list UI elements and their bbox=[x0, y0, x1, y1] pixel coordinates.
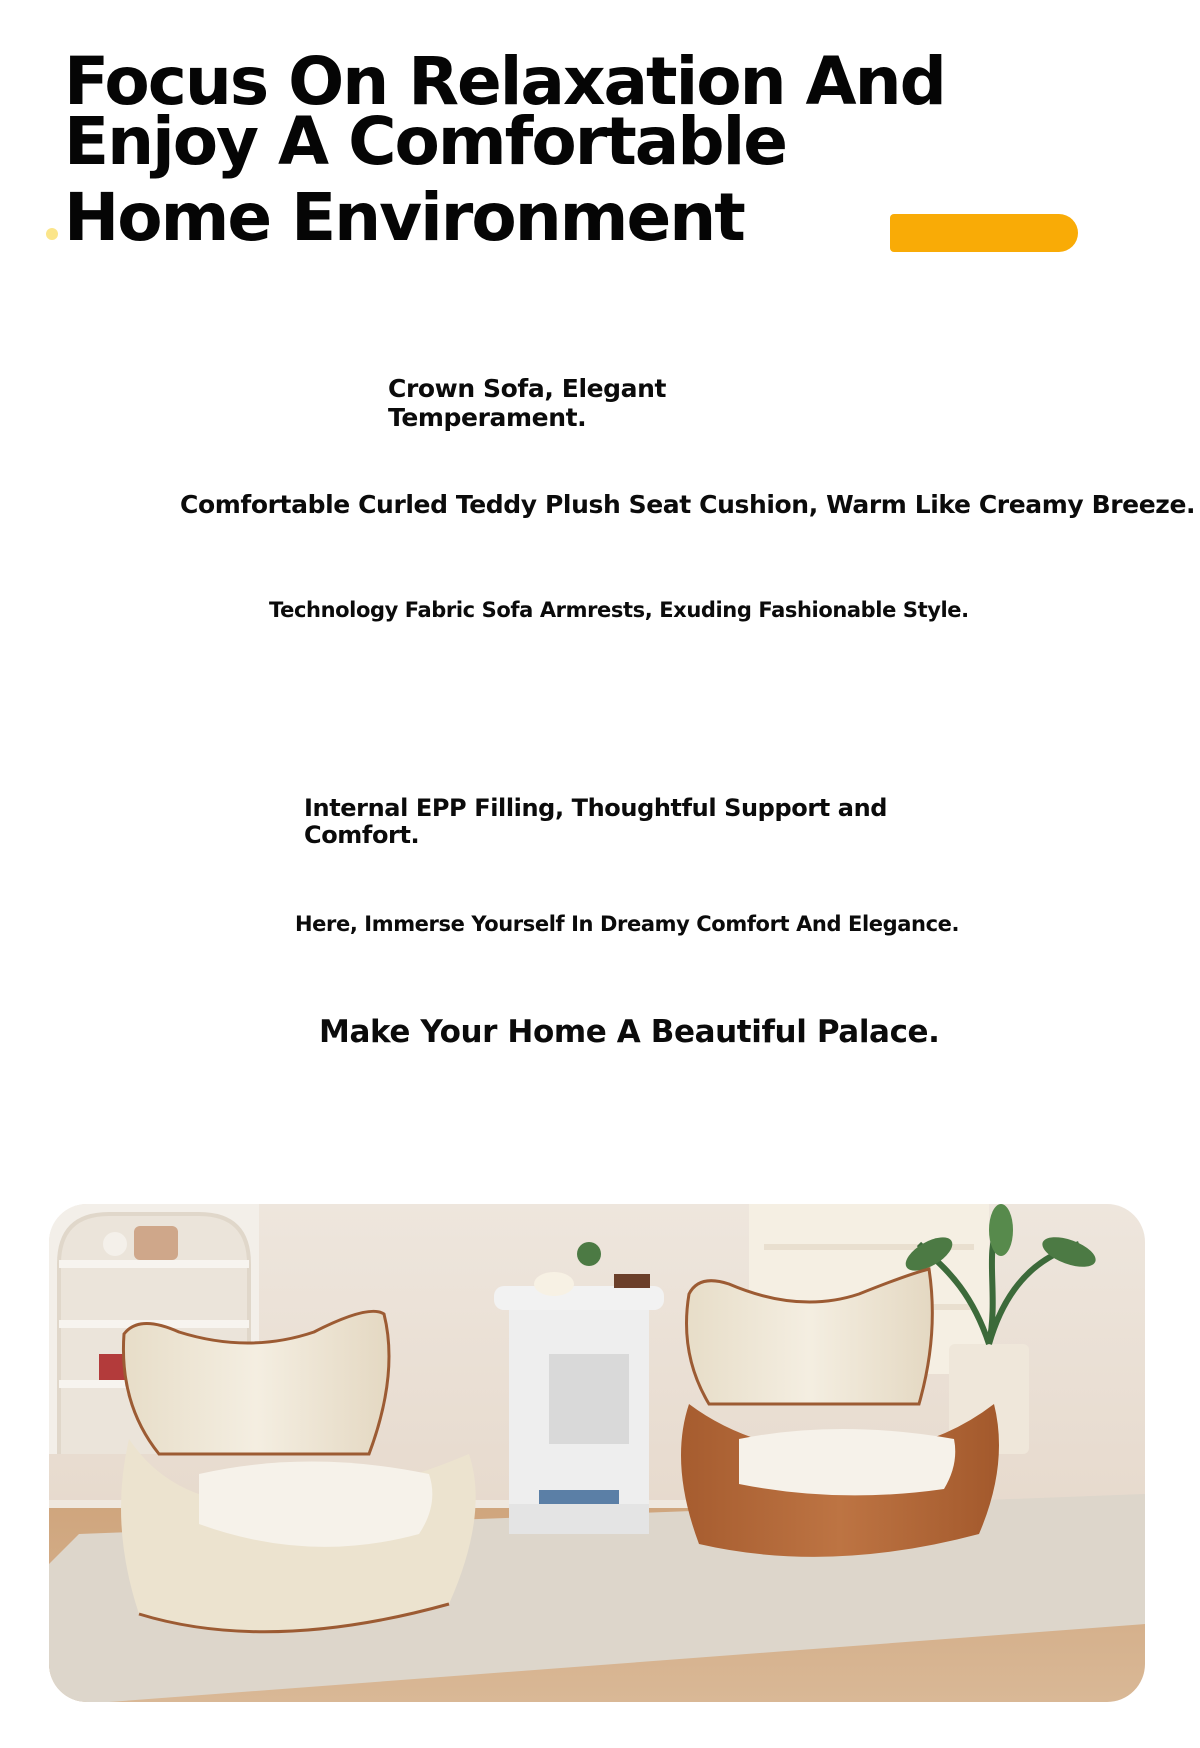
feature-crown-line-1: Crown Sofa, Elegant bbox=[388, 374, 667, 403]
feature-armrests: Technology Fabric Sofa Armrests, Exuding Fashionable Style. bbox=[269, 598, 969, 622]
feature-filling-line-2: Comfort. bbox=[304, 821, 420, 849]
feature-cushion: Comfortable Curled Teddy Plush Seat Cushion, Warm Like Creamy Breeze. bbox=[180, 490, 1196, 519]
product-photo bbox=[49, 1204, 1145, 1702]
hero-title-line-2: Enjoy A Comfortable bbox=[64, 103, 786, 180]
feature-filling bbox=[304, 795, 887, 849]
feature-immerse: Here, Immerse Yourself In Dreamy Comfort And Elegance. bbox=[295, 912, 960, 936]
sofa-room-photo-icon bbox=[49, 1204, 1145, 1702]
feature-filling-line-1: Internal EPP Filling, Thoughtful Support and bbox=[304, 794, 888, 822]
feature-palace: Make Your Home A Beautiful Palace. bbox=[319, 1014, 940, 1050]
hero-title-line-1: Focus On Relaxation And bbox=[64, 43, 945, 120]
hero-title-line-3: Home Environment bbox=[64, 179, 744, 256]
accent-bar bbox=[890, 214, 1078, 252]
accent-dot bbox=[46, 228, 58, 240]
feature-crown-sofa bbox=[388, 374, 666, 432]
hero-title bbox=[64, 43, 945, 256]
feature-crown-line-2: Temperament. bbox=[388, 403, 587, 432]
